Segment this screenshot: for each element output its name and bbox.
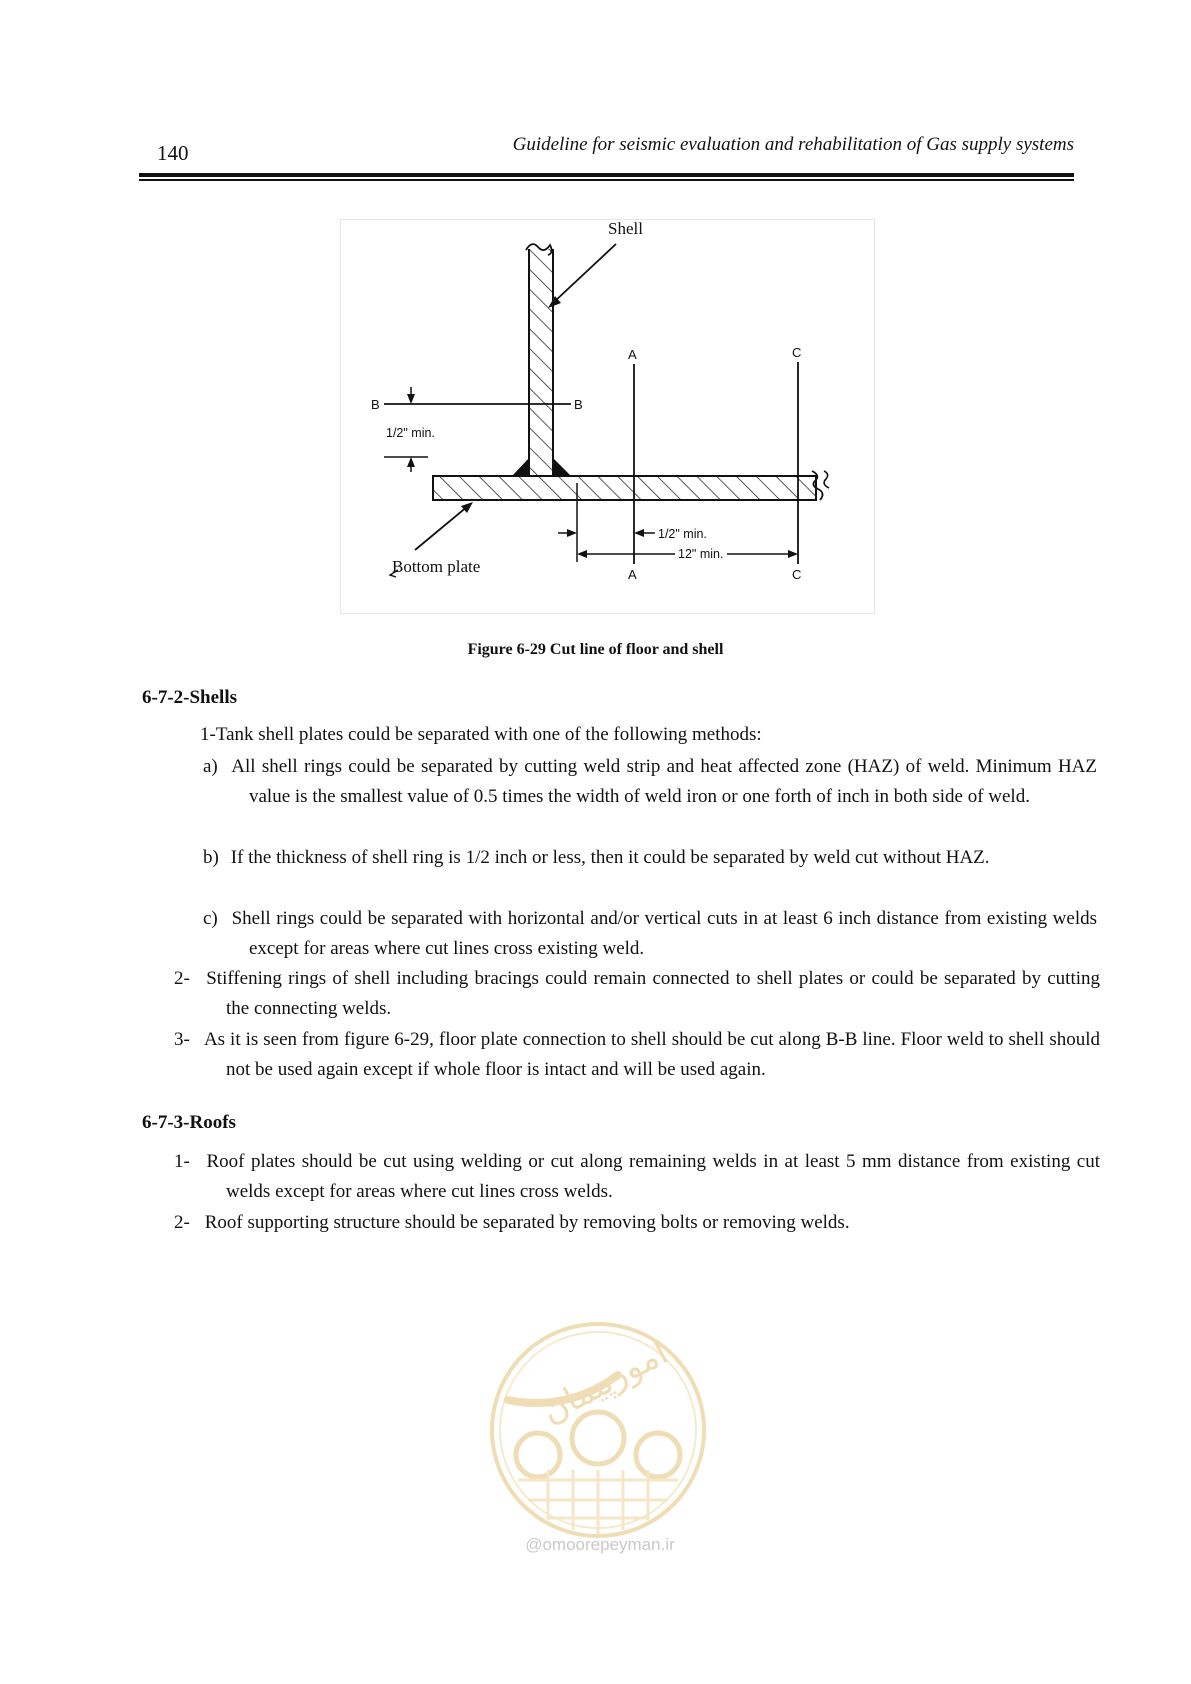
list-item: 3- As it is seen from figure 6-29, floor plate connection to shell should be cut along B-B line. Floor weld to shell should not be used again except if whole floor is intact and will be used again. — [174, 1029, 1101, 1081]
bottom-plate — [433, 471, 829, 500]
seal-text: امورپیمان — [535, 1332, 675, 1432]
section-heading-shells: 6-7-2-Shells — [142, 687, 237, 708]
label-a-top: A — [628, 347, 637, 362]
dim-half-inch-vertical: 1/2" min. — [386, 426, 435, 440]
label-c-top: C — [792, 345, 802, 360]
seal-emblem — [488, 1320, 708, 1540]
weld-left — [512, 458, 529, 476]
shell-leader-line — [554, 244, 616, 302]
shells-intro: 1-Tank shell plates could be separated with one of the following methods: — [200, 724, 762, 745]
list-item-text: Shell rings could be separated with horizontal and/or vertical cuts in at least 6 inch distance from existing welds except for areas where cut lines cross existing weld. — [231, 908, 1098, 960]
weld-right — [553, 458, 571, 476]
list-item-text: Stiffening rings of shell including bracings could remain connected to shell plates or could be separated by cutting the connecting welds. — [206, 968, 1100, 1020]
list-item: c) Shell rings could be separated with horizontal and/or vertical cuts in at least 6 inch distance from existing welds except for areas where cut lines cross existing weld. — [203, 908, 1098, 960]
list-item-text: Roof supporting structure should be separated by removing bolts or removing welds. — [204, 1212, 850, 1233]
label-c-bottom: C — [792, 567, 802, 582]
dim-twelve-inch: 12" min. — [678, 547, 724, 561]
gear-icon — [516, 1412, 680, 1477]
label-shell: Shell — [608, 219, 643, 238]
list-item-text: As it is seen from figure 6-29, floor plate connection to shell should be cut along B-B line. Floor weld to shell should not be used again except if whole floor is intact and will be used again. — [203, 1029, 1101, 1081]
header-rule — [139, 173, 1074, 177]
header-rule-thin — [139, 179, 1074, 181]
shell-plate — [526, 244, 553, 476]
list-item-text: Roof plates should be cut using welding or cut along remaining welds in at least 5 mm distance from existing cut welds except for areas where cut lines cross welds. — [206, 1151, 1101, 1203]
figure-cut-line-diagram — [340, 219, 875, 614]
list-item-text: All shell rings could be separated by cutting weld strip and heat affected zone (HAZ) of weld. Minimum HAZ value is the smallest value of 0.5 times the width of weld iron or one forth of inch in both side of weld. — [231, 756, 1098, 808]
label-b-right: B — [574, 397, 583, 412]
watermark-site: @omoorepeyman.ir — [525, 1535, 675, 1554]
list-item-text: If the thickness of shell ring is 1/2 inch or less, then it could be separated by weld cut without HAZ. — [230, 847, 990, 868]
figure-caption: Figure 6-29 Cut line of floor and shell — [467, 641, 724, 658]
running-header: Guideline for seismic evaluation and rehabilitation of Gas supply systems — [512, 134, 1074, 155]
diagram-drawing — [340, 219, 875, 614]
dim-half-inch-horizontal: 1/2" min. — [658, 527, 707, 541]
label-b-left: B — [371, 397, 380, 412]
list-item: 1- Roof plates should be cut using welding or cut along remaining welds in at least 5 mm distance from existing cut welds except for areas where cut lines cross welds. — [174, 1151, 1101, 1203]
list-item: 2- Stiffening rings of shell including bracings could remain connected to shell plates or could be separated by cutting the connecting welds. — [174, 968, 1100, 1020]
section-heading-roofs: 6-7-3-Roofs — [142, 1112, 236, 1133]
list-item: 2- Roof supporting structure should be separated by removing bolts or removing welds. — [174, 1212, 850, 1233]
list-item: a) All shell rings could be separated by cutting weld strip and heat affected zone (HAZ) of weld. Minimum HAZ value is the smallest value of 0.5 times the width of weld iron or one forth of inch in both side of weld. — [203, 756, 1098, 808]
grid-icon — [518, 1470, 678, 1534]
page-number: 140 — [157, 141, 189, 165]
bottom-plate-leader-line — [415, 506, 468, 550]
list-item: b) If the thickness of shell ring is 1/2 inch or less, then it could be separated by weld cut without HAZ. — [203, 847, 990, 868]
label-bottom-plate: Bottom plate — [392, 557, 481, 576]
label-a-bottom: A — [628, 567, 637, 582]
